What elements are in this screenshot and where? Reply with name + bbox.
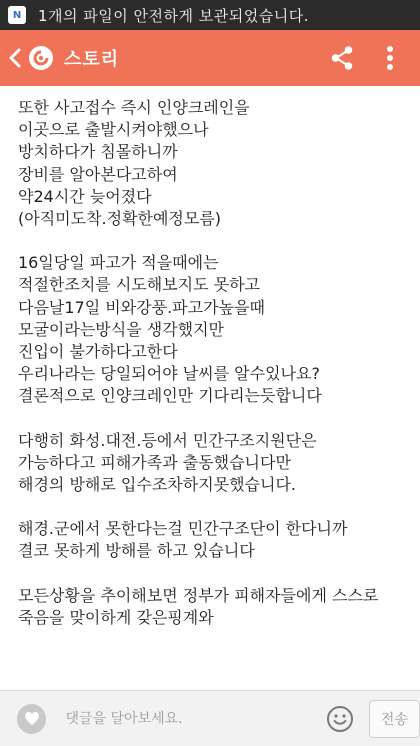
story-line: 가능하다고 피해가족과 출동했습니다만 — [18, 452, 291, 472]
story-line: 이곳으로 출발시켜야했으나 — [18, 120, 209, 140]
story-line: 모굴이라는방식을 생각했지만 — [18, 319, 225, 339]
story-line: 우리나라는 당일되어야 날씨를 알수있나요? — [18, 364, 320, 384]
story-line: 장비를 알아본다고하여 — [18, 164, 178, 184]
story-line: 약24시간 늦어졌다 — [18, 186, 152, 206]
story-line: 결론적으로 인양크레인만 기다리는듯합니다 — [18, 386, 322, 406]
page-title: 스토리 — [64, 49, 120, 70]
story-line: 해경의 방해로 입수조차하지못했습니다. — [18, 475, 297, 495]
emoji-button[interactable] — [323, 702, 356, 736]
story-logo-icon — [28, 45, 54, 71]
story-line: 다음날17일 비와강풍.파고가높을때 — [18, 297, 265, 317]
story-line: (아직미도착.정확한예정모름) — [18, 209, 222, 229]
chevron-left-icon — [9, 48, 21, 68]
story-line: 다행히 화성.대전.등에서 민간구조지원단은 — [18, 430, 317, 450]
more-options-button[interactable] — [366, 30, 414, 86]
more-vertical-icon — [386, 45, 394, 71]
story-paragraph — [18, 97, 420, 230]
story-line: 적절한조치를 시도해보지도 못하고 — [18, 275, 261, 295]
status-bar — [0, 0, 420, 30]
story-line: 모든상황을 추이해보면 정부가 피해자들에게 스스로 — [18, 585, 379, 605]
smiley-icon — [326, 705, 354, 733]
status-message: 1개의 파일이 안전하게 보관되었습니다. — [38, 6, 309, 25]
share-icon — [329, 45, 355, 71]
story-paragraph — [18, 518, 420, 562]
share-button[interactable] — [318, 30, 366, 86]
story-line: 죽음을 맞이하게 갖은핑계와 — [18, 607, 214, 627]
story-line: 방치하다가 침몰하니까 — [18, 142, 178, 162]
story-line: 16일당일 파고가 적을때에는 — [18, 253, 219, 273]
story-paragraph — [18, 585, 420, 629]
heart-icon — [24, 711, 40, 726]
story-line: 진입이 불가하다고한다 — [18, 342, 178, 362]
story-paragraph — [18, 252, 420, 407]
like-button[interactable] — [17, 704, 46, 734]
comment-input[interactable] — [65, 702, 301, 736]
story-content — [0, 86, 420, 690]
story-line: 또한 사고접수 즉시 인양크레인을 — [18, 98, 250, 117]
back-button[interactable] — [4, 30, 26, 86]
story-paragraph — [18, 430, 420, 497]
send-button[interactable]: 전송 — [369, 700, 420, 738]
comment-bar — [0, 690, 420, 746]
notification-app-icon: N — [8, 6, 26, 24]
app-bar — [0, 30, 420, 86]
story-line: 해경.군에서 못한다는걸 민간구조단이 한다니까 — [18, 519, 348, 539]
story-line: 결코 못하게 방해를 하고 있습니다 — [18, 541, 255, 561]
